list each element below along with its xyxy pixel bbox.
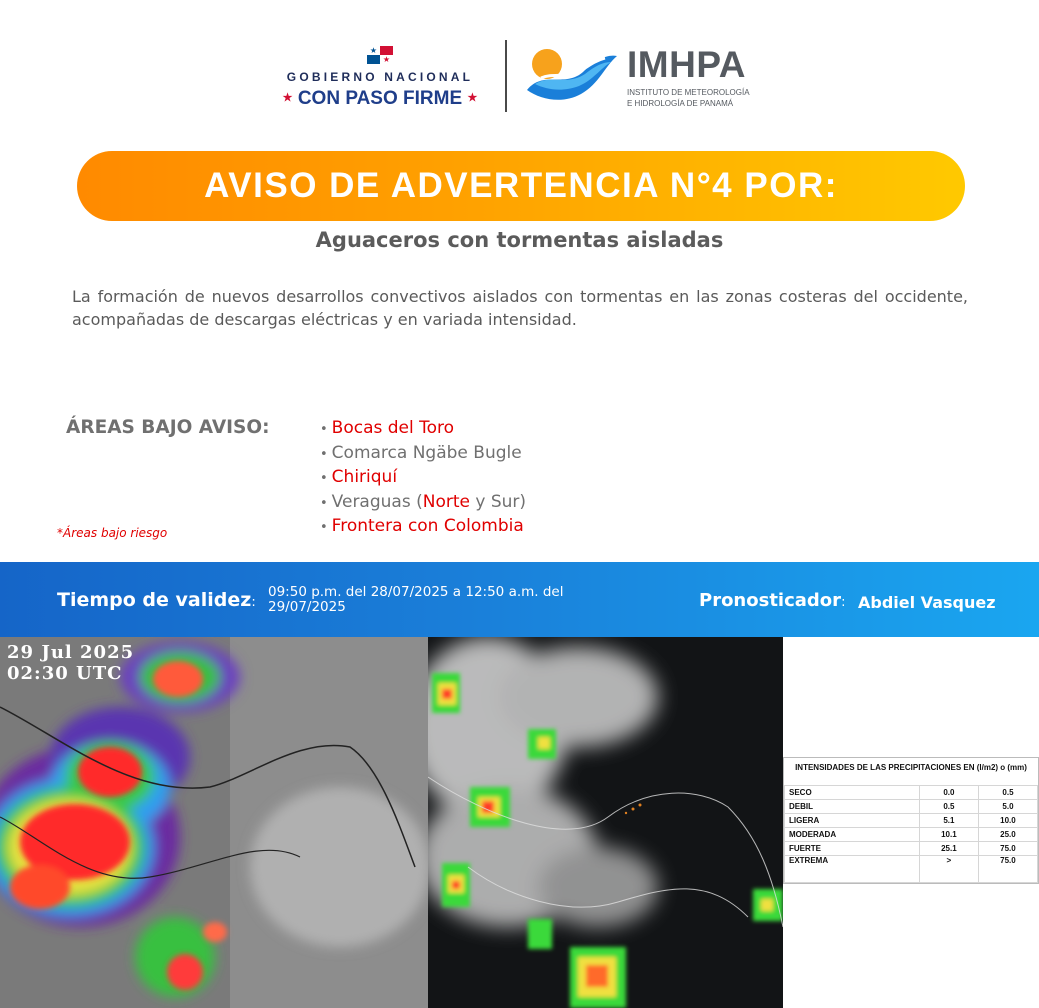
validity-value: 09:50 p.m. del 28/07/2025 a 12:50 a.m. del 29/07/2025 [268, 584, 564, 615]
table-row: SECO 0.0 0.5 [785, 786, 1038, 800]
table-row: EXTREMA > 75.0 [785, 856, 1038, 883]
forecaster-name: Abdiel Vasquez [858, 593, 996, 612]
area-veraguas: Veraguas ( [331, 491, 423, 512]
forecaster-label: Pronosticador: [699, 590, 846, 611]
satellite-visible-image [428, 637, 783, 1008]
validity-label: Tiempo de validez: [57, 589, 256, 611]
gobierno-nacional-logo [270, 46, 490, 110]
risk-note: *Áreas bajo riesgo [57, 526, 168, 540]
warning-description: La formación de nuevos desarrollos convectivos aislados con tormentas en las zonas costeras del occidente, acompañadas de descargas eléctricas y en variada intensidad. [72, 287, 968, 329]
satellite-ir-image [0, 637, 428, 1008]
warning-title-banner [77, 151, 965, 221]
area-bocas-del-toro: Bocas del Toro [331, 418, 455, 438]
logo-divider [505, 40, 507, 112]
imhpa-name: IMHPA [627, 44, 746, 85]
intensity-table-title: INTENSIDADES DE LAS PRECIPITACIONES EN (l/m2) o (mm) [795, 763, 1027, 772]
list-item: • Frontera con Colombia [320, 516, 524, 536]
list-item: • Comarca Ngäbe Bugle [320, 442, 522, 463]
intensity-table-grid [784, 785, 1038, 883]
table-row: LIGERA 5.1 10.0 [785, 814, 1038, 828]
list-item: • Veraguas (Norte y Sur) [320, 491, 527, 512]
imhpa-subtitle: INSTITUTO DE METEOROLOGÍA E HIDROLOGÍA DE PANAMÁ [627, 88, 750, 108]
areas-label: ÁREAS BAJO AVISO: [66, 417, 270, 438]
table-row: MODERADA 10.1 25.0 [785, 828, 1038, 842]
table-row: DEBIL 0.5 5.0 [785, 800, 1038, 814]
imhpa-logo-icon [525, 44, 617, 108]
gov-line1: GOBIERNO NACIONAL [286, 70, 474, 84]
area-chiriqui: Chiriquí [331, 467, 398, 487]
warning-title: AVISO DE ADVERTENCIA N°4 POR: [204, 166, 838, 205]
area-frontera-colombia: Frontera con Colombia [331, 516, 524, 536]
areas-list [320, 417, 526, 540]
panama-flag-icon: ★ ★ [367, 46, 393, 64]
star-icon: ★ [467, 92, 478, 104]
area-veraguas-norte: Norte [422, 491, 470, 512]
table-row: FUERTE 25.1 75.0 [785, 842, 1038, 856]
gov-line2 [270, 88, 490, 110]
satellite-timestamp: 29 Jul 2025 02:30 UTC [7, 642, 135, 684]
list-item: • Bocas del Toro [320, 418, 455, 438]
list-item: • Chiriquí [320, 467, 398, 487]
star-icon: ★ [282, 92, 293, 104]
area-comarca-ngabe-bugle: Comarca Ngäbe Bugle [331, 442, 522, 463]
gov-slogan: CON PASO FIRME [297, 88, 463, 109]
intensity-table [783, 757, 1039, 884]
warning-subtitle: Aguaceros con tormentas aisladas [315, 228, 724, 252]
